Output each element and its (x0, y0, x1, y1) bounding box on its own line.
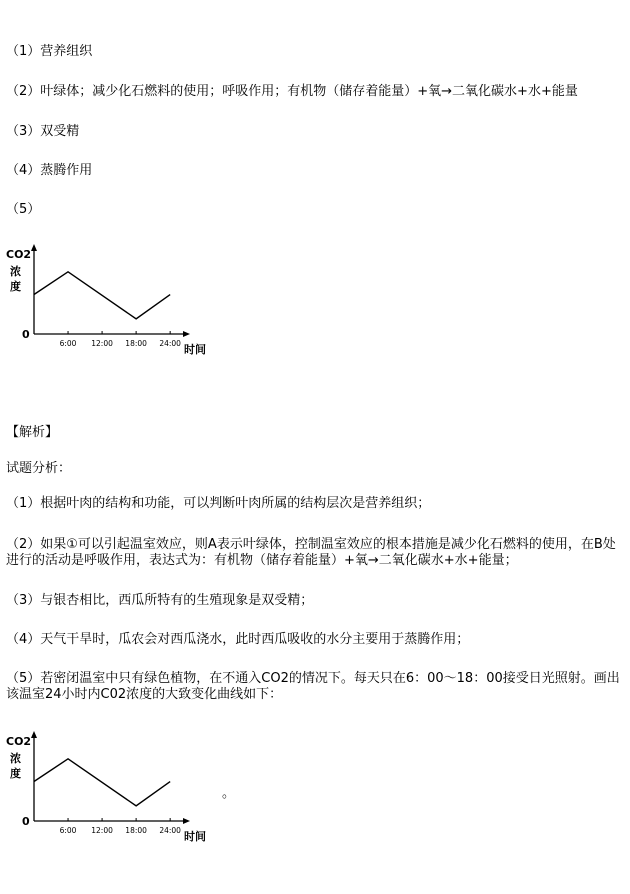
x-axis-label: 时间 (184, 830, 206, 843)
x-tick-label: 12:00 (91, 826, 113, 835)
x-axis-label: 时间 (184, 343, 206, 356)
analysis-item-4: （4）天气干旱时，瓜农会对西瓜浇水，此时西瓜吸收的水分主要用于蒸腾作用； (6, 632, 470, 647)
x-axis-arrow (183, 818, 190, 824)
trailing-period: 。 (222, 786, 236, 801)
x-tick-label: 24:00 (159, 826, 181, 835)
x-tick-label: 6:00 (59, 339, 77, 348)
y-axis-label-nong: 浓 (10, 752, 21, 765)
y-axis-label-du: 度 (10, 767, 21, 780)
x-tick-label: 24:00 (159, 339, 181, 348)
x-tick-label: 18:00 (125, 826, 147, 835)
analysis-heading: 【解析】 (6, 425, 59, 440)
analysis-item-1: （1）根据叶肉的结构和功能，可以判断叶肉所属的结构层次是营养组织； (6, 496, 431, 511)
answer-4: （4）蒸腾作用 (6, 163, 93, 178)
origin-label: 0 (22, 328, 30, 341)
answer-3: （3）双受精 (6, 124, 80, 139)
answer-chart (0, 238, 230, 368)
y-axis-arrow (31, 244, 37, 251)
analysis-item-2: （2）如果①可以引起温室效应，则A表示叶绿体，控制温室效应的根本措施是减少化石燃料的使用，在B处进行的活动是呼吸作用，表达式为：有机物（储存着能量）+氧→二氧化碳水+水+能量； (6, 537, 616, 568)
analysis-item-5: （5）若密闭温室中只有绿色植物，在不通入CO2的情况下。每天只在6：00～18：00接受日光照射。画出该温室24小时内C02浓度的大致变化曲线如下： (6, 671, 620, 702)
analysis-item-3: （3）与银杏相比，西瓜所特有的生殖现象是双受精； (6, 593, 314, 608)
answer-1: （1）营养组织 (6, 44, 93, 59)
y-axis-label-du: 度 (10, 280, 21, 293)
analysis-intro: 试题分析： (6, 461, 72, 476)
y-axis-label-nong: 浓 (10, 265, 21, 278)
analysis-chart (0, 725, 230, 855)
co2-curve (34, 759, 170, 806)
x-axis-arrow (183, 331, 190, 337)
co2-curve (34, 272, 170, 319)
answer-2: （2）叶绿体；减少化石燃料的使用；呼吸作用；有机物（储存着能量）+氧→二氧化碳水+水+能量 (6, 84, 578, 99)
x-tick-label: 6:00 (59, 826, 77, 835)
y-axis-label-co2: CO2 (6, 248, 32, 261)
x-tick-label: 12:00 (91, 339, 113, 348)
origin-label: 0 (22, 815, 30, 828)
y-axis-arrow (31, 731, 37, 738)
x-tick-label: 18:00 (125, 339, 147, 348)
answer-5: （5） (6, 202, 41, 217)
y-axis-label-co2: CO2 (6, 735, 32, 748)
